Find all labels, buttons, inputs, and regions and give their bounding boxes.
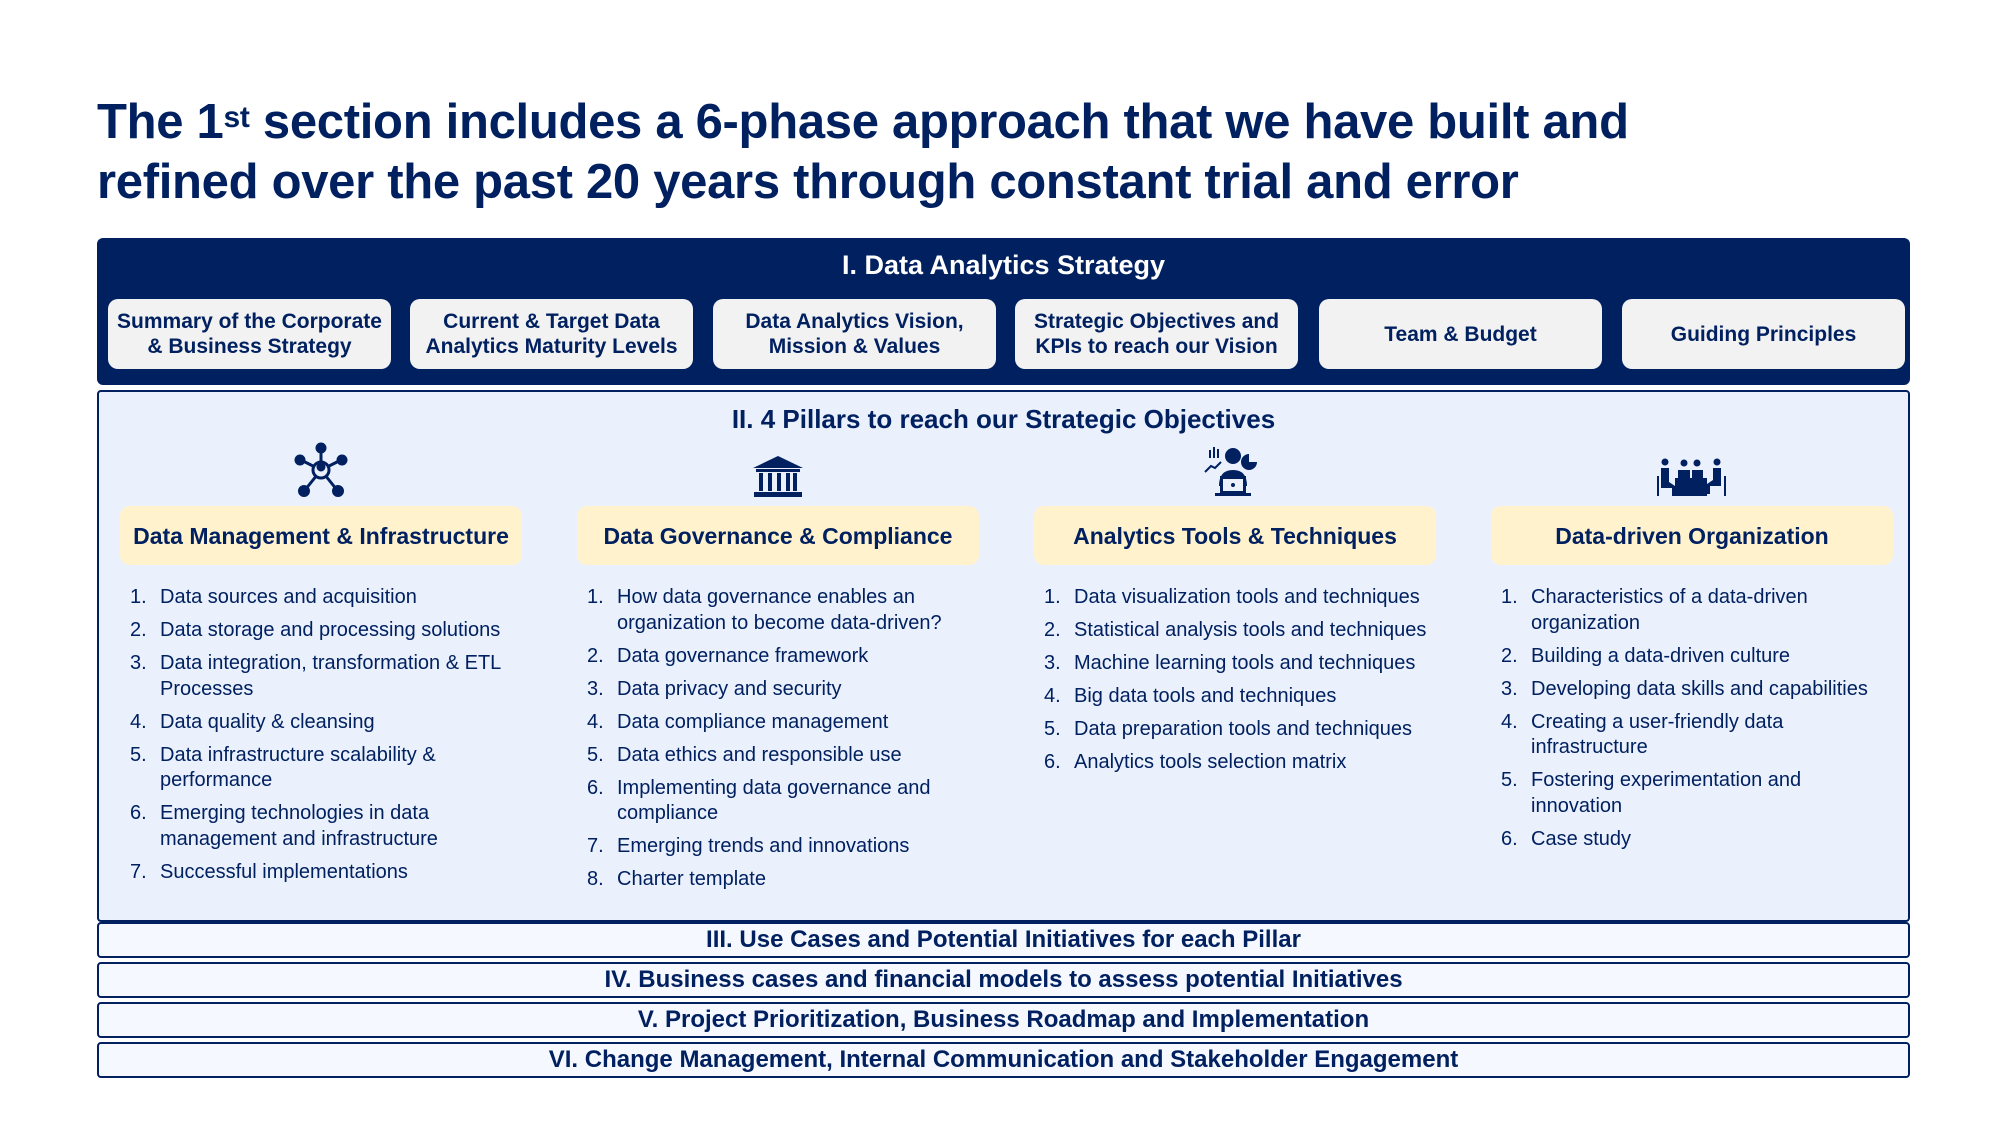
pillar-topic-list	[1034, 585, 1436, 776]
item-number: 3.	[130, 652, 147, 674]
item-number: 5.	[1501, 769, 1518, 791]
phase-button[interactable]: Strategic Objectives and KPIs to reach our Vision	[1015, 299, 1298, 369]
item-text: Data visualization tools and techniques	[1074, 586, 1420, 608]
item-number: 2.	[1501, 644, 1518, 667]
phase-bar[interactable]: III. Use Cases and Potential Initiatives for each Pillar	[97, 922, 1910, 958]
pillar-column	[120, 436, 522, 893]
list-item	[130, 651, 522, 702]
item-number: 2.	[587, 644, 604, 667]
phase-button[interactable]: Summary of the Corporate & Business Strategy	[108, 299, 391, 369]
list-item	[130, 618, 522, 644]
item-number: 5.	[130, 743, 147, 766]
item-number: 2.	[130, 619, 147, 641]
list-item	[1044, 651, 1436, 677]
item-text: Data quality & cleansing	[160, 710, 375, 733]
item-number: 4.	[130, 710, 147, 733]
item-number: 1.	[587, 586, 604, 608]
list-item	[130, 743, 522, 794]
pillar-header[interactable]: Data-driven Organization	[1491, 506, 1893, 565]
list-item	[1044, 618, 1436, 644]
phase-bar[interactable]: VI. Change Management, Internal Communication and Stakeholder Engagement	[97, 1042, 1910, 1078]
item-number: 6.	[1501, 827, 1518, 850]
list-item	[1501, 827, 1893, 853]
item-number: 5.	[587, 743, 604, 766]
item-number: 4.	[587, 710, 604, 733]
item-number: 6.	[587, 776, 604, 799]
list-item	[587, 776, 979, 827]
list-item	[1044, 750, 1436, 776]
item-text: Big data tools and techniques	[1074, 685, 1337, 707]
title-line-2: refined over the past 20 years through constant trial and error	[97, 155, 1519, 209]
item-text: Machine learning tools and techniques	[1074, 652, 1416, 674]
item-text: Charter template	[617, 868, 766, 890]
pillar-header[interactable]: Data Governance & Compliance	[577, 506, 979, 565]
item-number: 8.	[587, 868, 604, 890]
list-item	[587, 867, 979, 893]
item-number: 1.	[1044, 586, 1061, 608]
phase-button[interactable]: Current & Target Data Analytics Maturity Levels	[410, 299, 693, 369]
item-text: Creating a user-friendly data infrastructure	[1531, 710, 1784, 758]
item-text: Emerging trends and innovations	[617, 835, 910, 857]
section-title: I. Data Analytics Strategy	[841, 250, 1166, 280]
item-text: How data governance enables an organization to become data-driven?	[617, 586, 942, 634]
item-text: Data ethics and responsible use	[617, 743, 902, 766]
analyst-laptop-icon	[1034, 436, 1436, 498]
list-item	[1501, 710, 1893, 761]
list-item	[130, 585, 522, 611]
phase-button[interactable]: Data Analytics Vision, Mission & Values	[713, 299, 996, 369]
phase-bar[interactable]: V. Project Prioritization, Business Roadmap and Implementation	[97, 1002, 1910, 1038]
item-number: 1.	[1501, 586, 1518, 608]
list-item	[1501, 677, 1893, 703]
list-item	[130, 801, 522, 852]
pillar-header[interactable]: Data Management & Infrastructure	[120, 506, 522, 565]
network-person-icon	[120, 436, 522, 498]
institution-icon	[577, 436, 979, 498]
item-number: 4.	[1501, 710, 1518, 733]
item-number: 5.	[1044, 718, 1061, 740]
list-item	[130, 860, 522, 886]
list-item	[1044, 717, 1436, 743]
item-text: Emerging technologies in data management and infrastructure	[160, 802, 438, 850]
item-text: Developing data skills and capabilities	[1531, 677, 1868, 700]
item-text: Data sources and acquisition	[160, 586, 417, 608]
item-number: 7.	[587, 835, 604, 857]
item-number: 4.	[1044, 685, 1061, 707]
item-text: Data privacy and security	[617, 677, 842, 700]
list-item	[130, 710, 522, 736]
section-title: II. 4 Pillars to reach our Strategic Objectives	[731, 404, 1276, 434]
pillar-topic-list	[1491, 585, 1893, 852]
item-number: 7.	[130, 860, 147, 883]
item-text: Characteristics of a data-driven organization	[1531, 586, 1808, 634]
phase-button[interactable]: Team & Budget	[1319, 299, 1602, 369]
list-item	[1044, 684, 1436, 710]
item-text: Statistical analysis tools and techniques	[1074, 619, 1427, 641]
item-number: 3.	[587, 677, 604, 700]
list-item	[1501, 644, 1893, 670]
item-number: 6.	[1044, 751, 1061, 773]
list-item	[587, 710, 979, 736]
title-text: The 1	[97, 95, 224, 149]
item-text: Data preparation tools and techniques	[1074, 718, 1413, 740]
item-number: 3.	[1501, 677, 1518, 700]
section-pillars	[97, 390, 1910, 922]
item-text: Building a data-driven culture	[1531, 644, 1791, 667]
pillar-column	[577, 436, 979, 900]
item-text: Fostering experimentation and innovation	[1531, 769, 1802, 817]
list-item	[587, 644, 979, 670]
list-item	[1501, 768, 1893, 819]
list-item	[587, 743, 979, 769]
page-title	[97, 92, 1629, 212]
pillar-column	[1491, 436, 1893, 860]
item-text: Case study	[1531, 827, 1632, 850]
item-text: Analytics tools selection matrix	[1074, 751, 1347, 773]
pillar-topic-list	[120, 585, 522, 885]
pillar-topic-list	[577, 585, 979, 893]
item-number: 1.	[130, 586, 147, 608]
title-superscript: st	[223, 101, 250, 134]
list-item	[587, 585, 979, 636]
item-text: Implementing data governance and compliance	[617, 776, 931, 824]
item-text: Data governance framework	[617, 644, 869, 667]
item-text: Data compliance management	[617, 710, 889, 733]
item-text: Data integration, transformation & ETL Processes	[160, 652, 501, 700]
phase-bar[interactable]: IV. Business cases and financial models to assess potential Initiatives	[97, 962, 1910, 998]
list-item	[587, 677, 979, 703]
item-number: 6.	[130, 802, 147, 824]
item-number: 2.	[1044, 619, 1061, 641]
item-text: Successful implementations	[160, 860, 408, 883]
list-item	[1044, 585, 1436, 611]
item-text: Data infrastructure scalability & performance	[160, 743, 436, 791]
pillar-header[interactable]: Analytics Tools & Techniques	[1034, 506, 1436, 565]
pillar-column	[1034, 436, 1436, 783]
item-text: Data storage and processing solutions	[160, 619, 501, 641]
title-text: section includes a 6-phase approach that we have built and	[249, 95, 1629, 149]
item-number: 3.	[1044, 652, 1061, 674]
list-item	[587, 834, 979, 860]
meeting-team-icon	[1491, 436, 1893, 498]
phase-button[interactable]: Guiding Principles	[1622, 299, 1905, 369]
list-item	[1501, 585, 1893, 636]
section-data-analytics-strategy	[97, 238, 1910, 385]
